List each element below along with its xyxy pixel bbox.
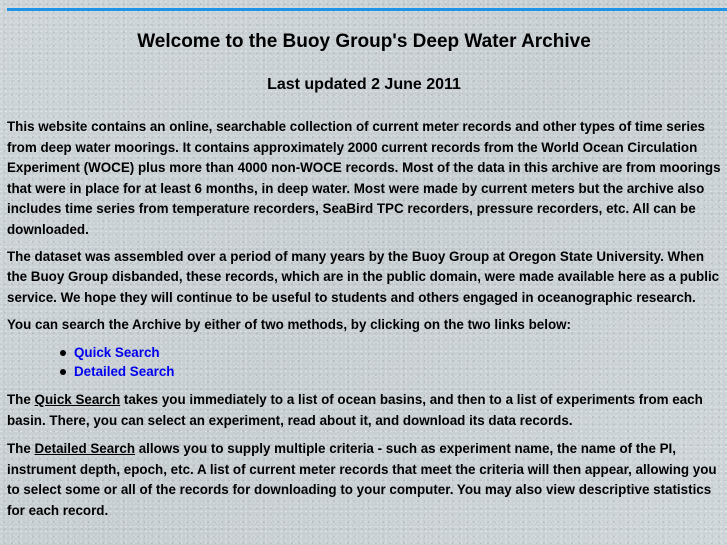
quick-search-desc-text: takes you immediately to a list of ocean basins, and then to a list of experiments from each basin. There, you can select an experiment, read about it, and download its data records. — [7, 391, 703, 428]
detailed-search-description — [7, 439, 721, 521]
list-item — [74, 343, 721, 363]
page-title: Welcome to the Buoy Group's Deep Water Archive — [137, 31, 591, 52]
intro-paragraph: This website contains an online, searchable collection of current meter records and other types of time series from deep water moorings. It contains approximately 2000 current records from the World Ocean Circulation Experiment (WOCE) plus more than 4000 non-WOCE records. Most of the data in this archive are from moorings that were in place for at least 6 months, in deep water. Most were made by current meters but the archive also includes time series from temperature recorders, SeaBird TPC recorders, pressure recorders, etc. All can be downloaded. — [7, 119, 721, 237]
detailed-search-inline-link[interactable]: Detailed Search — [34, 441, 136, 457]
last-updated: Last updated 2 June 2011 — [267, 76, 461, 93]
search-methods-paragraph: You can search the Archive by either of two methods, by clicking on the two links below: — [7, 317, 571, 333]
search-links-list — [7, 343, 721, 382]
quick-search-link[interactable]: Quick Search — [74, 344, 160, 360]
quick-search-description — [7, 390, 721, 431]
top-divider — [7, 8, 727, 11]
bullet-icon — [60, 350, 66, 356]
quick-search-desc-prefix: The — [7, 391, 35, 407]
main-content — [7, 30, 721, 522]
quick-search-inline-link[interactable]: Quick Search — [34, 391, 121, 407]
bullet-icon — [60, 369, 66, 375]
detailed-search-link[interactable]: Detailed Search — [74, 364, 175, 380]
detailed-search-desc-text: allows you to supply multiple criteria - such as experiment name, the name of the PI, instrument depth, epoch, etc. A list of current meter records that meet the criteria will then appear, allowing you to select some or all of the records for downloading to your computer. You may also view descriptive statistics for each record. — [7, 441, 717, 518]
list-item — [74, 362, 721, 382]
detailed-search-desc-prefix: The — [7, 441, 35, 457]
history-paragraph: The dataset was assembled over a period of many years by the Buoy Group at Oregon State University. When the Buoy Group disbanded, these records, which are in the public domain, were made available here as a public service. We hope they will continue to be useful to students and others engaged in oceanographic research. — [7, 248, 720, 305]
